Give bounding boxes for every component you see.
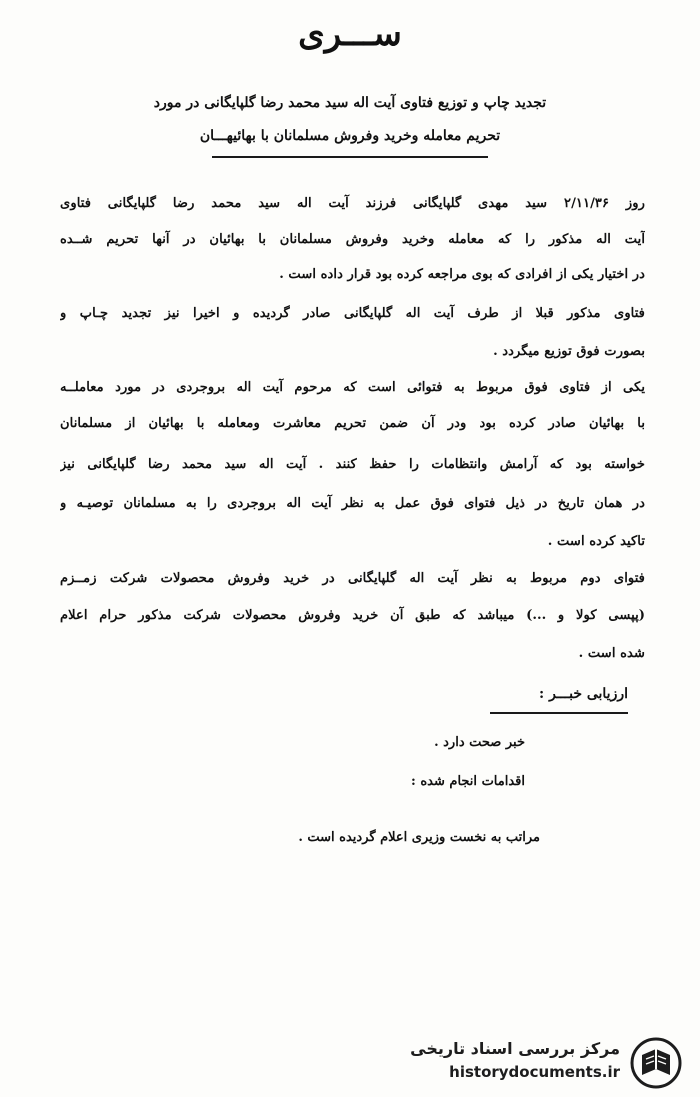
subject-underline — [212, 156, 488, 158]
body-line: تاکید کرده است . — [547, 534, 645, 549]
body-line: فتوای دوم مربوط به نظر آیت اله گلپایگانی در خرید وفروش محصولات شرکت زمــزم — [60, 571, 645, 586]
archive-footer — [410, 1035, 692, 1091]
closing-line: مراتب به نخست وزیری اعلام گردیده است . — [298, 830, 540, 845]
body-line: در اختیار یکی از افرادی که بوی مراجعه کرده بود قرار داده است . — [279, 267, 645, 282]
body-line: خواسته بود که آرامش وانتظامات را حفظ کنند . آیت اله سید محمد رضا گلپایگانی نیز — [60, 457, 645, 472]
evaluation-underline — [490, 712, 628, 714]
body-line: شده است . — [578, 646, 645, 661]
body-line: در همان تاریخ در ذیل فتوای فوق عمل به نظر آیت اله بروجردی را به مسلمانان توصیـه و — [60, 496, 645, 511]
body-line: آیت اله مذکور را که معامله وخرید وفروش مسلمانان با بهائیان در آنها تحریم شــده — [60, 232, 645, 247]
evaluation-item: خبر صحت دارد . — [434, 735, 525, 750]
subject-line-2: تحریم معامله وخرید وفروش مسلمانان با بهائیهـــان — [199, 128, 501, 144]
body-line: (پپسی کولا و ...) میباشد که طبق آن خرید وفروش محصولات شرکت مذکور حرام اعلام — [60, 608, 645, 623]
classification-heading: ســـری — [298, 14, 402, 54]
evaluation-label: ارزیابی خبـــر : — [539, 686, 628, 702]
evaluation-item: اقدامات انجام شده : — [411, 774, 525, 789]
body-line: بصورت فوق توزیع میگردد . — [493, 344, 645, 359]
archive-name: مرکز بررسی اسناد تاریخی — [410, 1039, 620, 1058]
body-line: فتاوی مذکور قبلا از طرف آیت اله گلپایگانی صادر گردیده و اخیرا نیز تجدید چـاپ و — [60, 306, 645, 321]
body-line: روز ۲/۱۱/۳۶ سید مهدی گلپایگانی فرزند آیت اله سید محمد رضا گلپایگانی فتاوی — [60, 196, 645, 211]
book-emblem-icon — [628, 1037, 684, 1089]
body-line: یکی از فتاوی فوق مربوط به فتوائی است که مرحوم آیت اله بروجردی در مورد معاملــه — [60, 380, 645, 395]
body-line: با بهائیان صادر کرده بود ودر آن ضمن تحریم معاشرت ومعامله با بهائیان از مسلمانان — [60, 416, 645, 431]
archive-url: historydocuments.ir — [449, 1063, 620, 1081]
subject-line-1: تجدید چاپ و توزیع فتاوی آیت اله سید محمد رضا گلپایگانی در مورد — [153, 95, 547, 111]
